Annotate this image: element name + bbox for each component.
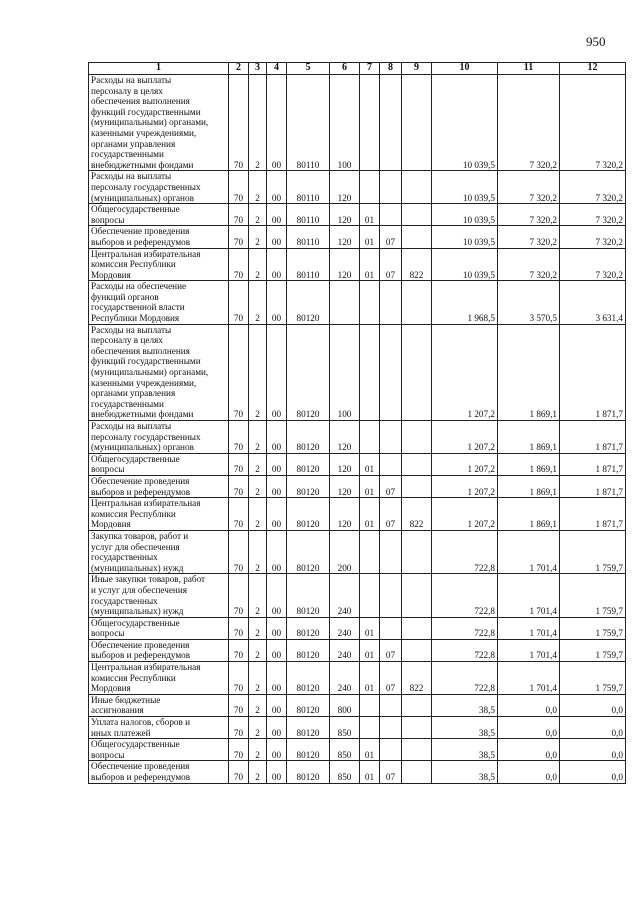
row-value-cell-10: 1 207,2 <box>432 453 498 475</box>
row-name-cell: Центральная избирательная комиссия Республики Мордовия <box>89 662 229 695</box>
row-value-cell-10: 1 207,2 <box>432 498 498 531</box>
row-value-cell-8 <box>380 574 402 617</box>
row-value-cell-9 <box>402 204 432 226</box>
row-value-cell-8 <box>380 530 402 573</box>
row-value-cell-7: 01 <box>360 498 380 531</box>
row-name-cell: Общегосударственные вопросы <box>89 453 229 475</box>
row-value-cell-6: 100 <box>330 324 360 420</box>
table-row <box>89 226 626 248</box>
table-row <box>89 324 626 420</box>
row-value-cell-8 <box>380 204 402 226</box>
row-value-cell-12: 1 871,7 <box>560 421 626 454</box>
row-value-cell-10: 38,5 <box>432 717 498 739</box>
row-value-cell-12: 7 320,2 <box>560 248 626 281</box>
row-value-cell-8 <box>380 324 402 420</box>
row-value-cell-9 <box>402 574 432 617</box>
row-name-cell: Расходы на выплаты персоналу государственных (муниципальных) органов <box>89 171 229 204</box>
row-value-cell-6: 120 <box>330 226 360 248</box>
row-value-cell-11: 1 701,4 <box>498 639 560 661</box>
row-value-cell-3: 2 <box>249 248 267 281</box>
row-name-cell: Иные закупки товаров, работ и услуг для обеспечения государственных (муниципальных) нужд <box>89 574 229 617</box>
row-value-cell-5: 80120 <box>287 475 330 497</box>
row-value-cell-8 <box>380 75 402 171</box>
row-value-cell-7 <box>360 171 380 204</box>
row-value-cell-3: 2 <box>249 739 267 761</box>
row-value-cell-10: 722,8 <box>432 617 498 639</box>
column-header-8: 8 <box>380 63 402 75</box>
row-value-cell-6: 850 <box>330 717 360 739</box>
row-value-cell-11: 0,0 <box>498 694 560 716</box>
row-value-cell-5: 80110 <box>287 248 330 281</box>
row-name-cell: Расходы на обеспечение функций органов государственной власти Республики Мордовия <box>89 281 229 324</box>
row-value-cell-9 <box>402 324 432 420</box>
row-value-cell-6: 240 <box>330 617 360 639</box>
row-value-cell-6: 120 <box>330 498 360 531</box>
row-value-cell-4: 00 <box>267 694 287 716</box>
table-row <box>89 281 626 324</box>
row-name-cell: Иные бюджетные ассигнования <box>89 694 229 716</box>
row-value-cell-6: 200 <box>330 530 360 573</box>
row-value-cell-2: 70 <box>229 421 249 454</box>
row-value-cell-8: 07 <box>380 761 402 783</box>
row-value-cell-12: 3 631,4 <box>560 281 626 324</box>
row-value-cell-5: 80120 <box>287 639 330 661</box>
row-value-cell-7: 01 <box>360 226 380 248</box>
row-value-cell-5: 80120 <box>287 324 330 420</box>
row-value-cell-5: 80120 <box>287 574 330 617</box>
row-value-cell-7: 01 <box>360 248 380 281</box>
table-row <box>89 248 626 281</box>
row-value-cell-3: 2 <box>249 574 267 617</box>
row-value-cell-9 <box>402 281 432 324</box>
table-row <box>89 75 626 171</box>
row-value-cell-11: 3 570,5 <box>498 281 560 324</box>
table-row <box>89 639 626 661</box>
row-value-cell-5: 80120 <box>287 761 330 783</box>
row-value-cell-6 <box>330 281 360 324</box>
row-value-cell-3: 2 <box>249 717 267 739</box>
row-value-cell-5: 80120 <box>287 617 330 639</box>
row-name-cell: Центральная избирательная комиссия Республики Мордовия <box>89 248 229 281</box>
row-value-cell-4: 00 <box>267 662 287 695</box>
row-value-cell-6: 120 <box>330 421 360 454</box>
row-value-cell-12: 0,0 <box>560 739 626 761</box>
column-header-9: 9 <box>402 63 432 75</box>
row-value-cell-8: 07 <box>380 662 402 695</box>
row-value-cell-11: 1 701,4 <box>498 530 560 573</box>
row-value-cell-2: 70 <box>229 530 249 573</box>
row-value-cell-7: 01 <box>360 453 380 475</box>
row-value-cell-8: 07 <box>380 248 402 281</box>
row-value-cell-8 <box>380 717 402 739</box>
row-value-cell-3: 2 <box>249 498 267 531</box>
row-value-cell-10: 10 039,5 <box>432 248 498 281</box>
row-value-cell-12: 0,0 <box>560 717 626 739</box>
row-name-cell: Закупка товаров, работ и услуг для обеспечения государственных (муниципальных) нужд <box>89 530 229 573</box>
row-name-cell: Центральная избирательная комиссия Республики Мордовия <box>89 498 229 531</box>
row-value-cell-10: 1 207,2 <box>432 475 498 497</box>
row-value-cell-11: 1 869,1 <box>498 453 560 475</box>
row-value-cell-9 <box>402 75 432 171</box>
row-value-cell-8: 07 <box>380 498 402 531</box>
row-value-cell-2: 70 <box>229 662 249 695</box>
table-row <box>89 498 626 531</box>
row-value-cell-9 <box>402 530 432 573</box>
column-header-3: 3 <box>249 63 267 75</box>
row-value-cell-9 <box>402 475 432 497</box>
row-name-cell: Расходы на выплаты персоналу в целях обеспечения выполнения функций государственными (муниципальными) органами, казенными учреждениями, органами управления государственными внебюджетными фондами <box>89 324 229 420</box>
row-value-cell-12: 1 759,7 <box>560 662 626 695</box>
row-value-cell-6: 800 <box>330 694 360 716</box>
row-value-cell-2: 70 <box>229 475 249 497</box>
row-value-cell-11: 7 320,2 <box>498 226 560 248</box>
row-value-cell-4: 00 <box>267 281 287 324</box>
row-value-cell-12: 7 320,2 <box>560 226 626 248</box>
row-value-cell-9 <box>402 717 432 739</box>
row-value-cell-10: 10 039,5 <box>432 171 498 204</box>
row-value-cell-2: 70 <box>229 171 249 204</box>
row-value-cell-7: 01 <box>360 662 380 695</box>
row-value-cell-7: 01 <box>360 475 380 497</box>
row-value-cell-3: 2 <box>249 204 267 226</box>
page-number: 950 <box>586 34 606 49</box>
row-value-cell-3: 2 <box>249 475 267 497</box>
row-value-cell-9: 822 <box>402 248 432 281</box>
row-value-cell-11: 1 701,4 <box>498 574 560 617</box>
row-value-cell-4: 00 <box>267 421 287 454</box>
row-value-cell-2: 70 <box>229 617 249 639</box>
row-value-cell-9 <box>402 694 432 716</box>
row-value-cell-3: 2 <box>249 226 267 248</box>
row-value-cell-12: 1 871,7 <box>560 324 626 420</box>
row-value-cell-6: 120 <box>330 204 360 226</box>
row-value-cell-6: 850 <box>330 761 360 783</box>
row-value-cell-6: 120 <box>330 248 360 281</box>
row-value-cell-11: 1 701,4 <box>498 617 560 639</box>
row-value-cell-12: 1 871,7 <box>560 475 626 497</box>
row-value-cell-4: 00 <box>267 475 287 497</box>
row-value-cell-11: 7 320,2 <box>498 204 560 226</box>
row-value-cell-8: 07 <box>380 475 402 497</box>
row-value-cell-7 <box>360 281 380 324</box>
column-header-10: 10 <box>432 63 498 75</box>
row-value-cell-10: 10 039,5 <box>432 226 498 248</box>
table-row <box>89 761 626 783</box>
row-value-cell-3: 2 <box>249 694 267 716</box>
row-value-cell-6: 240 <box>330 574 360 617</box>
row-value-cell-11: 7 320,2 <box>498 75 560 171</box>
row-value-cell-10: 38,5 <box>432 761 498 783</box>
table-row <box>89 739 626 761</box>
column-header-4: 4 <box>267 63 287 75</box>
row-value-cell-9: 822 <box>402 662 432 695</box>
row-value-cell-11: 1 869,1 <box>498 421 560 454</box>
row-value-cell-12: 7 320,2 <box>560 75 626 171</box>
row-name-cell: Общегосударственные вопросы <box>89 617 229 639</box>
row-value-cell-10: 1 968,5 <box>432 281 498 324</box>
row-value-cell-3: 2 <box>249 453 267 475</box>
row-value-cell-12: 0,0 <box>560 761 626 783</box>
row-value-cell-11: 1 869,1 <box>498 475 560 497</box>
row-value-cell-12: 1 759,7 <box>560 617 626 639</box>
row-value-cell-6: 120 <box>330 171 360 204</box>
row-value-cell-10: 38,5 <box>432 739 498 761</box>
row-value-cell-5: 80120 <box>287 453 330 475</box>
row-value-cell-12: 7 320,2 <box>560 171 626 204</box>
table-row <box>89 453 626 475</box>
row-value-cell-11: 1 869,1 <box>498 324 560 420</box>
table-row <box>89 475 626 497</box>
table-row <box>89 171 626 204</box>
row-value-cell-7: 01 <box>360 617 380 639</box>
row-value-cell-9 <box>402 226 432 248</box>
row-name-cell: Расходы на выплаты персоналу государственных (муниципальных) органов <box>89 421 229 454</box>
row-value-cell-11: 0,0 <box>498 739 560 761</box>
table-row <box>89 530 626 573</box>
row-value-cell-8 <box>380 453 402 475</box>
row-value-cell-5: 80120 <box>287 739 330 761</box>
row-value-cell-9 <box>402 761 432 783</box>
column-header-6: 6 <box>330 63 360 75</box>
row-value-cell-4: 00 <box>267 453 287 475</box>
row-value-cell-4: 00 <box>267 226 287 248</box>
row-value-cell-8 <box>380 171 402 204</box>
row-value-cell-10: 722,8 <box>432 639 498 661</box>
row-value-cell-2: 70 <box>229 281 249 324</box>
row-value-cell-8 <box>380 421 402 454</box>
row-value-cell-11: 1 869,1 <box>498 498 560 531</box>
row-value-cell-5: 80120 <box>287 662 330 695</box>
row-value-cell-7 <box>360 694 380 716</box>
row-value-cell-5: 80120 <box>287 281 330 324</box>
column-header-2: 2 <box>229 63 249 75</box>
row-value-cell-3: 2 <box>249 617 267 639</box>
row-value-cell-4: 00 <box>267 574 287 617</box>
row-value-cell-8 <box>380 281 402 324</box>
row-value-cell-3: 2 <box>249 324 267 420</box>
row-value-cell-7 <box>360 324 380 420</box>
row-value-cell-7: 01 <box>360 761 380 783</box>
row-value-cell-11: 0,0 <box>498 717 560 739</box>
row-value-cell-4: 00 <box>267 717 287 739</box>
row-value-cell-8: 07 <box>380 226 402 248</box>
row-value-cell-11: 7 320,2 <box>498 248 560 281</box>
row-value-cell-7 <box>360 574 380 617</box>
row-value-cell-7: 01 <box>360 639 380 661</box>
row-value-cell-4: 00 <box>267 171 287 204</box>
table-row <box>89 717 626 739</box>
row-value-cell-3: 2 <box>249 421 267 454</box>
budget-table <box>88 62 626 784</box>
row-value-cell-9 <box>402 639 432 661</box>
row-value-cell-6: 240 <box>330 639 360 661</box>
row-value-cell-7: 01 <box>360 739 380 761</box>
row-value-cell-7 <box>360 717 380 739</box>
row-name-cell: Общегосударственные вопросы <box>89 739 229 761</box>
row-value-cell-6: 850 <box>330 739 360 761</box>
row-value-cell-5: 80120 <box>287 717 330 739</box>
row-value-cell-4: 00 <box>267 617 287 639</box>
row-value-cell-4: 00 <box>267 324 287 420</box>
row-value-cell-5: 80110 <box>287 75 330 171</box>
row-name-cell: Обеспечение проведения выборов и референдумов <box>89 761 229 783</box>
row-value-cell-12: 1 871,7 <box>560 498 626 531</box>
row-value-cell-2: 70 <box>229 717 249 739</box>
row-value-cell-3: 2 <box>249 75 267 171</box>
row-value-cell-7 <box>360 75 380 171</box>
row-value-cell-9 <box>402 171 432 204</box>
row-value-cell-12: 1 759,7 <box>560 530 626 573</box>
column-header-1: 1 <box>89 63 229 75</box>
header-row <box>89 63 626 75</box>
row-value-cell-10: 722,8 <box>432 530 498 573</box>
row-value-cell-11: 0,0 <box>498 761 560 783</box>
table-row <box>89 617 626 639</box>
row-value-cell-9 <box>402 453 432 475</box>
row-value-cell-12: 7 320,2 <box>560 204 626 226</box>
row-value-cell-2: 70 <box>229 75 249 171</box>
table-row <box>89 574 626 617</box>
row-value-cell-2: 70 <box>229 694 249 716</box>
row-value-cell-4: 00 <box>267 75 287 171</box>
row-value-cell-8 <box>380 739 402 761</box>
row-value-cell-12: 1 759,7 <box>560 574 626 617</box>
row-value-cell-2: 70 <box>229 324 249 420</box>
column-header-11: 11 <box>498 63 560 75</box>
row-value-cell-3: 2 <box>249 662 267 695</box>
row-name-cell: Обеспечение проведения выборов и референдумов <box>89 475 229 497</box>
row-value-cell-8 <box>380 694 402 716</box>
table-row <box>89 662 626 695</box>
table-row <box>89 421 626 454</box>
row-value-cell-5: 80110 <box>287 226 330 248</box>
row-value-cell-2: 70 <box>229 574 249 617</box>
row-value-cell-3: 2 <box>249 171 267 204</box>
row-value-cell-3: 2 <box>249 639 267 661</box>
row-value-cell-4: 00 <box>267 761 287 783</box>
row-value-cell-7: 01 <box>360 204 380 226</box>
row-value-cell-4: 00 <box>267 639 287 661</box>
row-value-cell-6: 120 <box>330 453 360 475</box>
column-header-5: 5 <box>287 63 330 75</box>
table-row <box>89 204 626 226</box>
row-value-cell-3: 2 <box>249 281 267 324</box>
column-header-12: 12 <box>560 63 626 75</box>
row-name-cell: Обеспечение проведения выборов и референдумов <box>89 639 229 661</box>
row-value-cell-8: 07 <box>380 639 402 661</box>
row-value-cell-10: 722,8 <box>432 662 498 695</box>
row-value-cell-2: 70 <box>229 248 249 281</box>
row-value-cell-2: 70 <box>229 498 249 531</box>
row-value-cell-9 <box>402 617 432 639</box>
row-value-cell-2: 70 <box>229 204 249 226</box>
row-value-cell-6: 100 <box>330 75 360 171</box>
row-value-cell-11: 7 320,2 <box>498 171 560 204</box>
row-value-cell-5: 80120 <box>287 694 330 716</box>
row-value-cell-10: 1 207,2 <box>432 324 498 420</box>
row-value-cell-2: 70 <box>229 639 249 661</box>
row-value-cell-8 <box>380 617 402 639</box>
row-name-cell: Уплата налогов, сборов и иных платежей <box>89 717 229 739</box>
row-value-cell-11: 1 701,4 <box>498 662 560 695</box>
row-value-cell-9 <box>402 421 432 454</box>
row-value-cell-5: 80120 <box>287 498 330 531</box>
column-header-7: 7 <box>360 63 380 75</box>
row-value-cell-2: 70 <box>229 739 249 761</box>
row-value-cell-2: 70 <box>229 453 249 475</box>
row-value-cell-12: 0,0 <box>560 694 626 716</box>
row-value-cell-4: 00 <box>267 530 287 573</box>
row-value-cell-10: 1 207,2 <box>432 421 498 454</box>
row-value-cell-2: 70 <box>229 226 249 248</box>
table-header <box>89 63 626 75</box>
row-value-cell-10: 10 039,5 <box>432 75 498 171</box>
row-value-cell-4: 00 <box>267 498 287 531</box>
row-value-cell-9: 822 <box>402 498 432 531</box>
row-value-cell-12: 1 759,7 <box>560 639 626 661</box>
row-value-cell-5: 80110 <box>287 204 330 226</box>
row-value-cell-10: 10 039,5 <box>432 204 498 226</box>
table-body <box>89 75 626 784</box>
table-row <box>89 694 626 716</box>
row-name-cell: Общегосударственные вопросы <box>89 204 229 226</box>
row-value-cell-5: 80110 <box>287 171 330 204</box>
row-name-cell: Обеспечение проведения выборов и референдумов <box>89 226 229 248</box>
row-value-cell-7 <box>360 421 380 454</box>
row-value-cell-12: 1 871,7 <box>560 453 626 475</box>
row-value-cell-6: 120 <box>330 475 360 497</box>
row-value-cell-5: 80120 <box>287 421 330 454</box>
row-value-cell-4: 00 <box>267 204 287 226</box>
row-value-cell-6: 240 <box>330 662 360 695</box>
row-value-cell-4: 00 <box>267 739 287 761</box>
row-name-cell: Расходы на выплаты персоналу в целях обеспечения выполнения функций государственными (муниципальными) органами, казенными учреждениями, органами управления государственными внебюджетными фондами <box>89 75 229 171</box>
row-value-cell-9 <box>402 739 432 761</box>
row-value-cell-10: 722,8 <box>432 574 498 617</box>
row-value-cell-2: 70 <box>229 761 249 783</box>
row-value-cell-5: 80120 <box>287 530 330 573</box>
row-value-cell-3: 2 <box>249 761 267 783</box>
row-value-cell-10: 38,5 <box>432 694 498 716</box>
row-value-cell-4: 00 <box>267 248 287 281</box>
row-value-cell-3: 2 <box>249 530 267 573</box>
row-value-cell-7 <box>360 530 380 573</box>
